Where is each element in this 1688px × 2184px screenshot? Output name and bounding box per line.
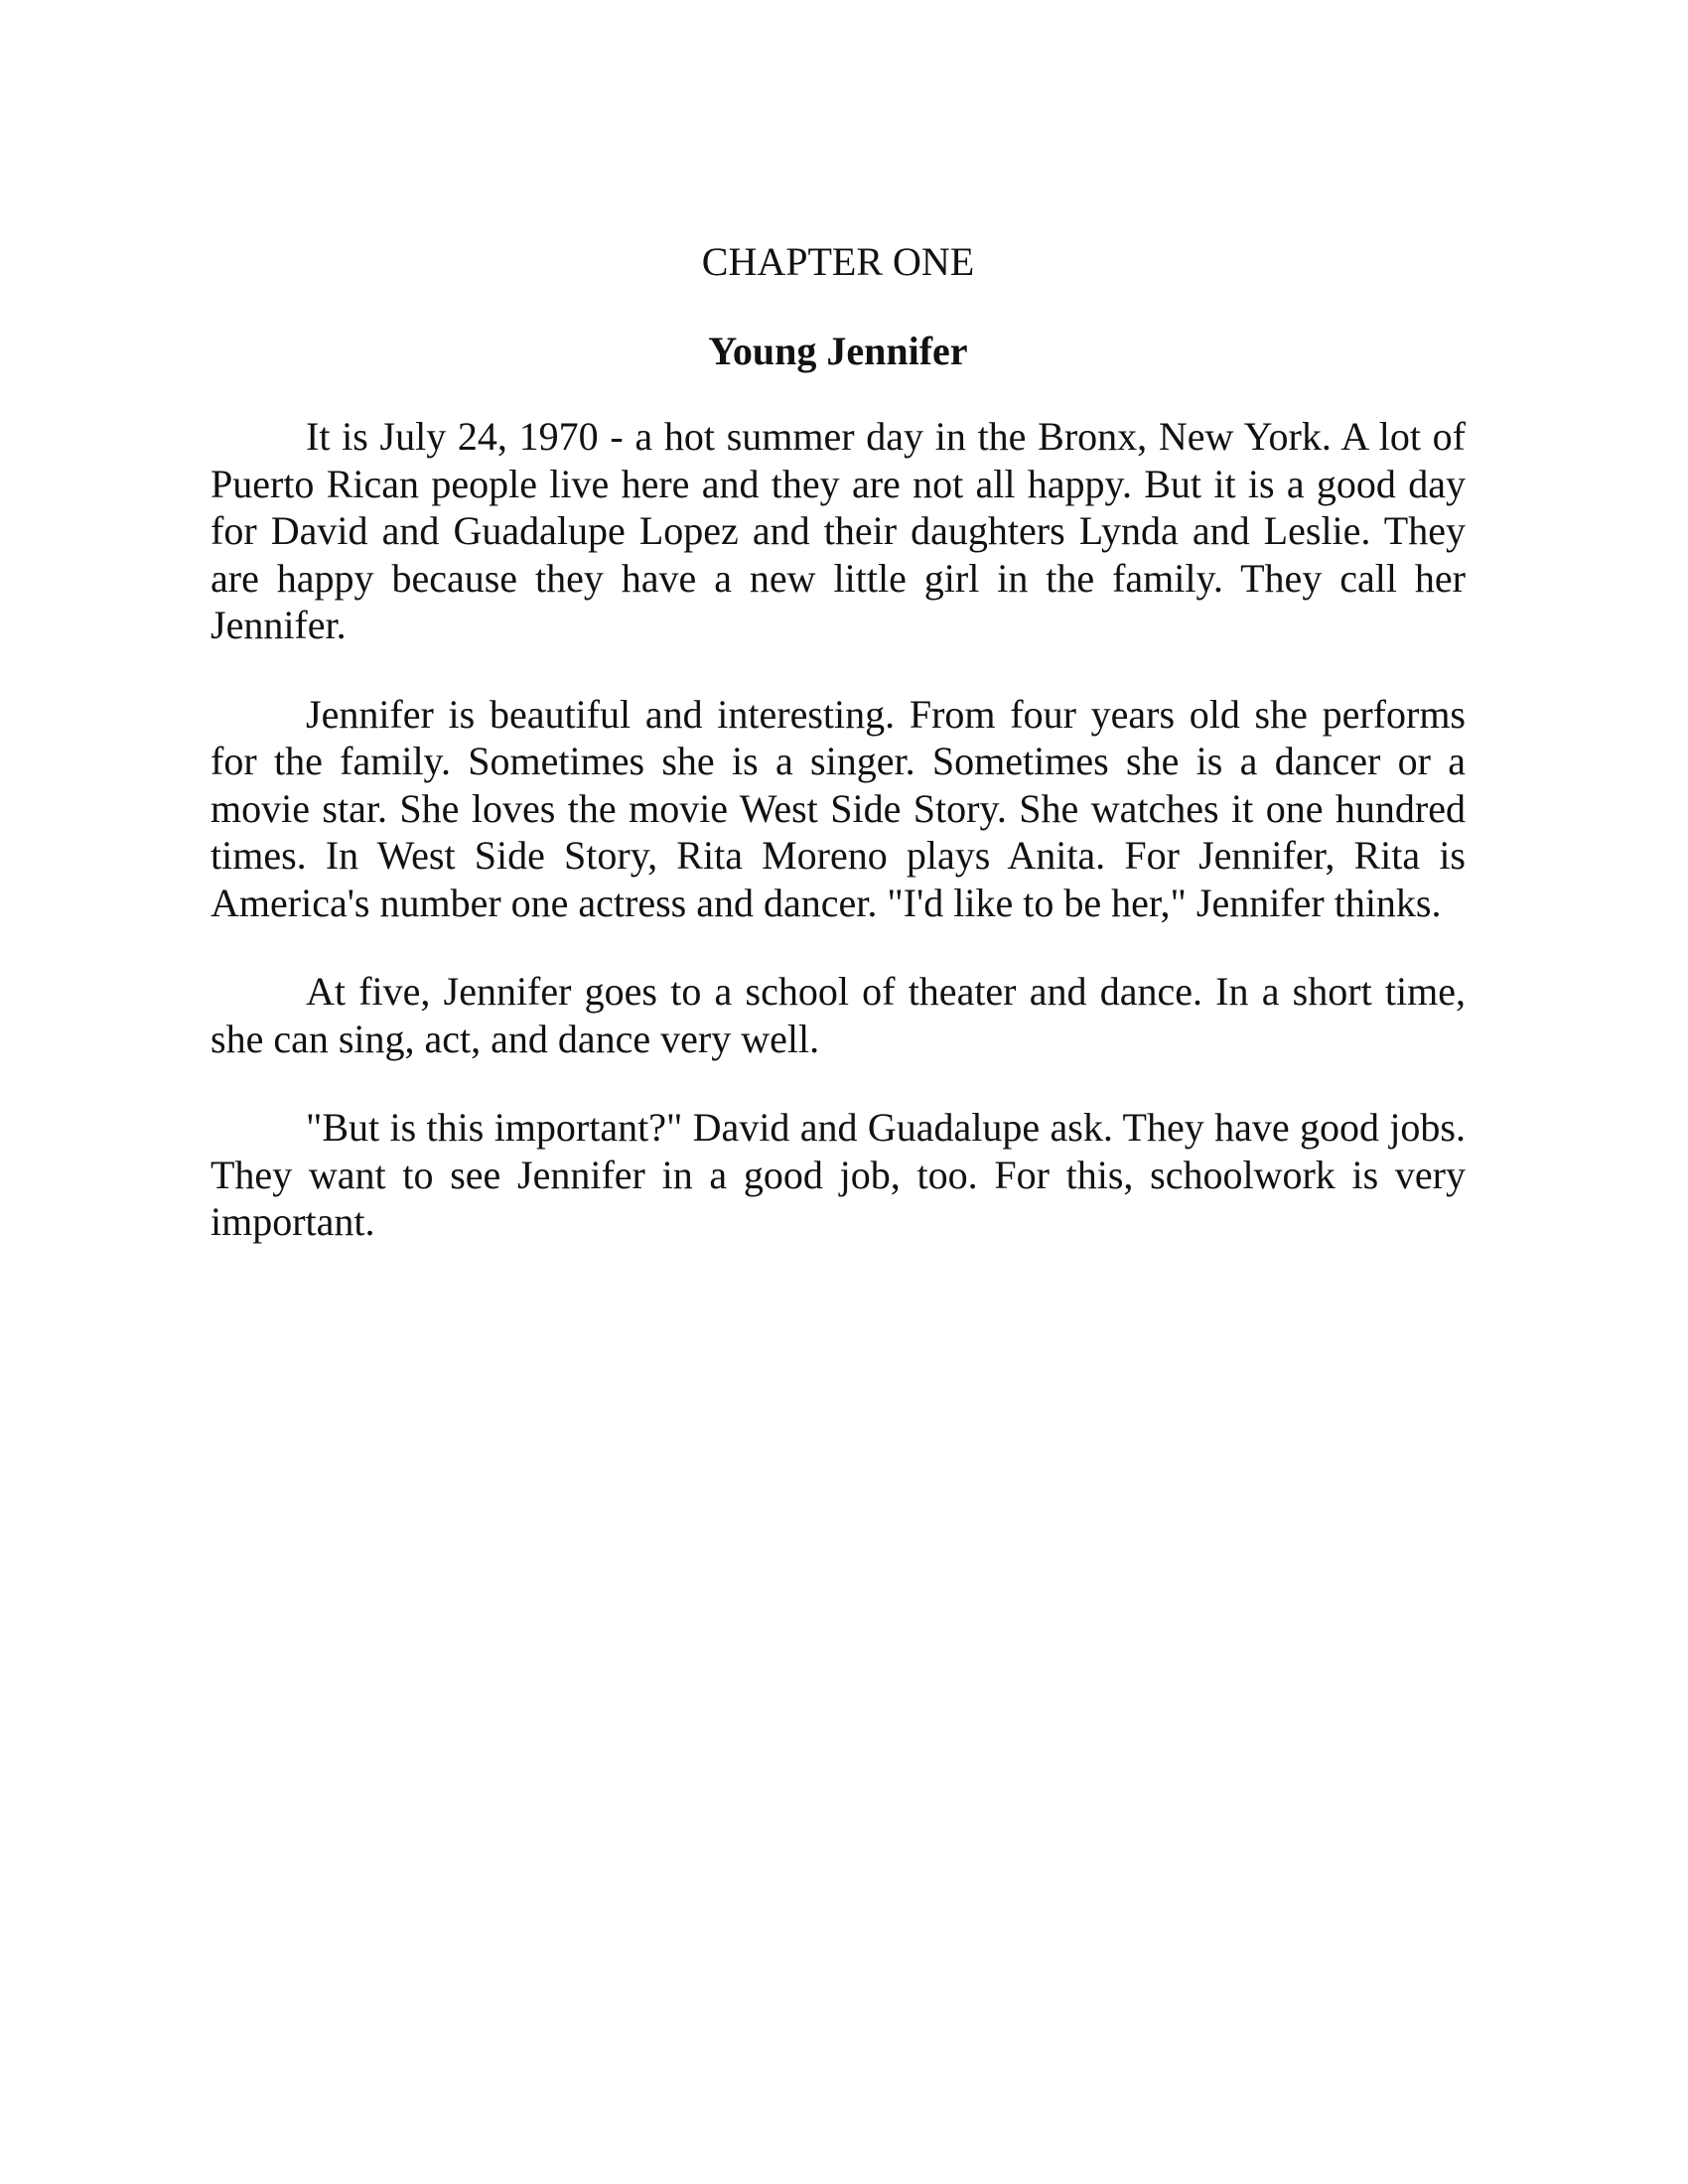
chapter-content: [211, 234, 1466, 1288]
paragraph-3: At five, Jennifer goes to a school of theater and dance. In a short time, she can sing, act, and dance very well.: [211, 969, 1466, 1061]
paragraph-1: It is July 24, 1970 - a hot summer day in the Bronx, New York. A lot of Puerto Rican people live here and they are not all happy. But it is a good day for David and Guadalupe Lopez and their daughters Lynda and Leslie. They are happy because they have a new little girl in the family. They call her Jennifer.: [211, 414, 1466, 647]
chapter-label: CHAPTER ONE: [701, 239, 975, 284]
paragraph-4: "But is this important?" David and Guadalupe ask. They have good jobs. They want to see Jennifer in a good job, too. For this, schoolwork is very important.: [211, 1105, 1466, 1244]
chapter-title: Young Jennifer: [708, 329, 968, 373]
paragraph-2: Jennifer is beautiful and interesting. From four years old she performs for the family. Sometimes she is a singer. Sometimes she is a dancer or a movie star. She loves the movie West Side Story. She watches it one hundred times. In West Side Story, Rita Moreno plays Anita. For Jennifer, Rita is America's number one actress and dancer. "I'd like to be her," Jennifer thinks.: [211, 691, 1466, 925]
